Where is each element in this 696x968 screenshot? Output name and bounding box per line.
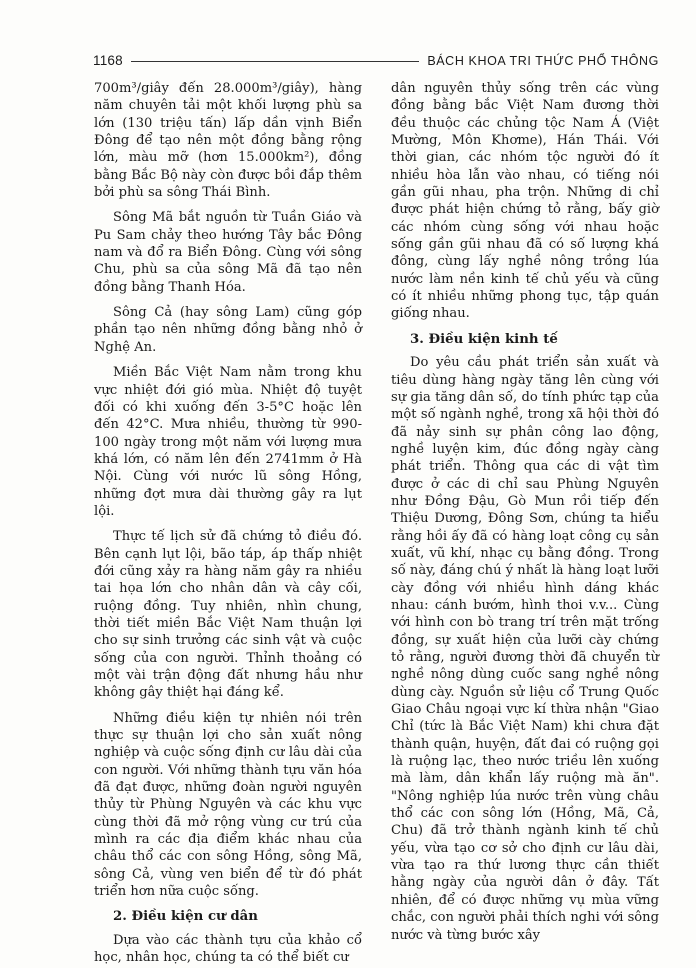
left-column xyxy=(94,80,362,967)
paragraph: Dựa vào các thành tựu của khảo cổ học, nhân học, chúng ta có thể biết cư xyxy=(94,932,362,966)
page-number: 1168 xyxy=(93,53,123,68)
paragraph: dân nguyên thủy sống trên các vùng đồng bằng bắc Việt Nam đương thời đều thuộc các chủng tộc Nam Á (Việt Mường, Môn Khơme), Hán Thái. Với thời gian, các nhóm tộc người đó ít nhiều hòa lẫn vào nhau, có tiếng nói gần gũi nhau, pha trộn. Những di chỉ được phát hiện chứng tỏ rằng, bấy giờ các nhóm cùng sống với nhau hoặc sống gần gũi nhau đã có số lượng khá đông, cùng lấy nghề nông trồng lúa nước làm nền kinh tế chủ yếu và cũng có ít nhiều những phong tục, tập quán giống nhau. xyxy=(391,81,659,322)
running-title: BÁCH KHOA TRI THỨC PHỔ THÔNG xyxy=(427,54,659,68)
paragraph: Thực tế lịch sử đã chứng tỏ điều đó. Bên cạnh lụt lội, bão táp, áp thấp nhiệt đới cũng xảy ra hàng năm gây ra nhiều tai họa lớn cho nhân dân và cây cối, ruộng đồng. Tuy nhiên, nhìn chung, thời tiết miền Bắc Việt Nam thuận lợi cho sự sinh trưởng các sinh vật và cuộc sống của con người. Thỉnh thoảng có một vài trận động đất nhưng hầu như không gây thiệt hại đáng kể. xyxy=(94,529,362,701)
paragraph: Những điều kiện tự nhiên nói trên thực sự thuận lợi cho sản xuất nông nghiệp và cuộc sống định cư lâu dài của con người. Với những thành tựu văn hóa đã đạt được, những đoàn người nguyên thủy từ Phùng Nguyên và các khu vực cùng thời đã mở rộng vùng cư trú của mình ra các địa điểm khác nhau của châu thổ các con sông Hồng, sông Mã, sông Cả, vùng ven biển để từ đó phát triển hơn nữa cuộc sống. xyxy=(94,710,362,900)
header-rule xyxy=(131,61,419,62)
paragraph: Sông Cả (hay sông Lam) cũng góp phần tạo nên những đồng bằng nhỏ ở Nghệ An. xyxy=(94,305,362,355)
section-heading: 3. Điều kiện kinh tế xyxy=(410,331,558,347)
paragraph: Miền Bắc Việt Nam nằm trong khu vực nhiệt đới gió mùa. Nhiệt độ tuyệt đối có khi xuống đến 3-5°C hoặc lên đến 42°C. Mưa nhiều, thường từ 990-100 ngày trong một năm với lượng mưa khá lớn, có năm lên đến 2741mm ở Hà Nội. Cùng với nước lũ sông Hồng, những đợt mưa dài thường gây ra lụt lội. xyxy=(94,365,362,519)
right-column xyxy=(391,80,659,944)
paragraph: 700m³/giây đến 28.000m³/giây), hàng năm chuyên tải một khối lượng phù sa lớn (130 triệu tấn) lấp dần vịnh Biển Đông để tạo nên một đồng bằng rộng lớn, màu mỡ (hơn 15.000km²), đồng bằng Bắc Bộ này còn được bồi đắp thêm bởi phù sa sông Thái Bình. xyxy=(94,81,362,201)
paragraph: Do yêu cầu phát triển sản xuất và tiêu dùng hàng ngày tăng lên cùng với sự gia tăng dân số, do tính phức tạp của một số ngành nghề, trong xã hội thời đó đã nảy sinh sự phân công lao động, nghề luyện kim, đúc đồng ngày càng phát triển. Thông qua các di vật tìm được ở các di chỉ sau Phùng Nguyên như Đồng Đậu, Gò Mun rồi tiếp đến Thiệu Dương, Đông Sơn, chúng ta hiểu rằng hồi ấy đã có hàng loạt công cụ sản xuất, vũ khí, nhạc cụ bằng đồng. Trong số này, đáng chú ý nhất là hàng loạt lưỡi cày đồng với nhiều hình dáng khác nhau: cánh bướm, hình thoi v.v... Cùng với hình con bò trang trí trên mặt trống đồng, sự xuất hiện của lưỡi cày chứng tỏ rằng, người đương thời đã chuyển từ nghề nông dùng cuốc sang nghề nông dùng cày. Nguồn sử liệu cổ Trung Quốc Giao Châu ngoại vực kí thừa nhận "Giao Chỉ (tức là Bắc Việt Nam) khi chưa đặt thành quận, huyện, đất đai có ruộng gọi là ruộng lạc, theo nước triều lên xuống mà làm, dân khẩn lấy ruộng mà ăn". "Nông nghiệp lúa nước trên vùng châu thổ các con sông lớn (Hồng, Mã, Cả, Chu) đã trở thành ngành kinh tế chủ yếu, vừa tạo cơ sở cho định cư lâu dài, vừa tạo ra thứ lương thực cần thiết hằng ngày của người dân ở đây. Tất nhiên, để có được những vụ mùa vững chắc, con người phải thích nghi với sông nước và từng bước xây xyxy=(391,355,659,943)
page-header xyxy=(93,46,659,68)
section-heading: 2. Điều kiện cư dân xyxy=(113,909,258,925)
paragraph: Sông Mã bắt nguồn từ Tuần Giáo và Pu Sam chảy theo hướng Tây bắc Đông nam và đổ ra Biển Đông. Cùng với sông Chu, phù sa của sông Mã đã tạo nên đồng bằng Thanh Hóa. xyxy=(94,210,362,295)
